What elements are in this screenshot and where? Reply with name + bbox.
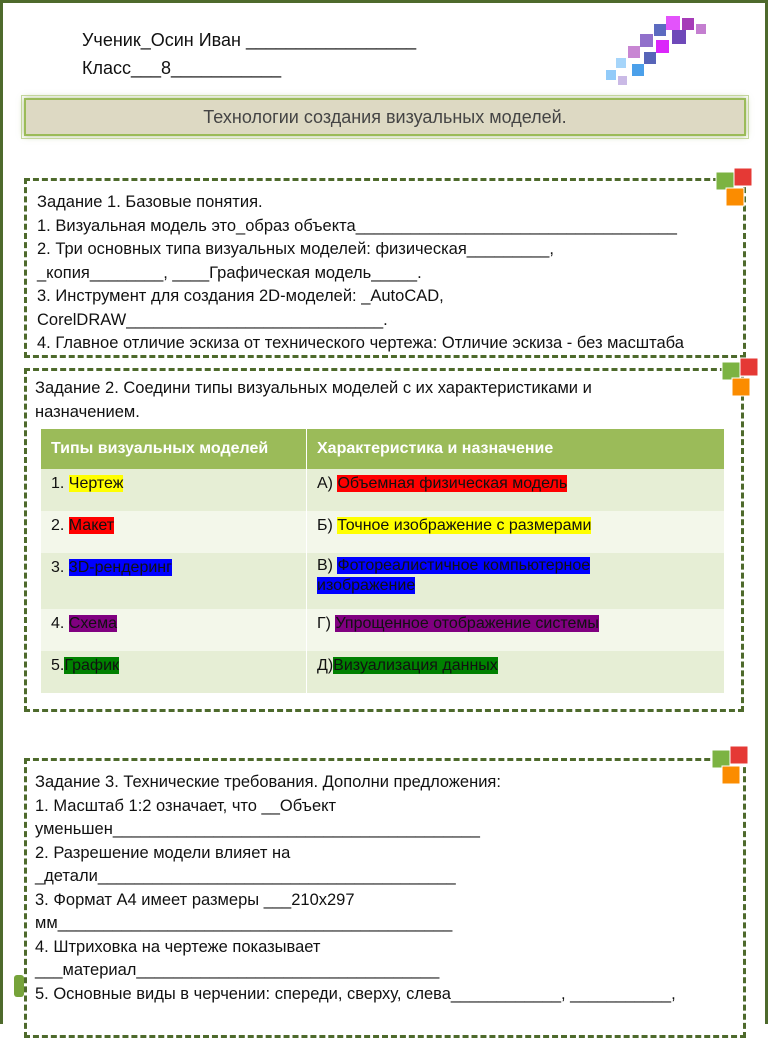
task3-line: Задание 3. Технические требования. Дополни предложения: bbox=[35, 773, 501, 791]
model-description: Фотореалистичное компьютерное bbox=[337, 557, 591, 574]
model-type: Чертеж bbox=[68, 475, 124, 492]
table-row: 5.График Д)Визуализация данных bbox=[41, 651, 725, 693]
model-type: 3D-рендеринг bbox=[68, 559, 172, 576]
task2-heading-cont: назначением. bbox=[35, 403, 140, 421]
task3-line: 5. Основные виды в черчении: спереди, сверху, слева____________, ___________, bbox=[35, 984, 676, 1003]
table-row: 4. Схема Г) Упрощенное отображение системы bbox=[41, 609, 725, 651]
task2-box bbox=[24, 368, 744, 712]
task3-line: 2. Разрешение модели влияет на bbox=[35, 843, 291, 862]
model-description: Упрощенное отображение системы bbox=[335, 615, 599, 632]
task1-box bbox=[24, 178, 746, 358]
table-row: 3. 3D-рендеринг В) Фотореалистичное компьютерное изображение bbox=[41, 553, 725, 609]
task1-line: CorelDRAW____________________________. bbox=[37, 310, 388, 329]
task3-line: мм___________________________________________ bbox=[35, 914, 453, 932]
task3-box bbox=[24, 758, 746, 1038]
class-line: Класс___8___________ bbox=[82, 58, 282, 78]
task3-line: 3. Формат А4 имеет размеры ___210x297 bbox=[35, 890, 355, 909]
task3-line: _детали_______________________________________ bbox=[35, 867, 456, 885]
task1-line: Задание 1. Базовые понятия. bbox=[37, 193, 263, 211]
model-description: Визуализация данных bbox=[333, 657, 498, 674]
task1-line: _копия________, ____Графическая модель_____. bbox=[37, 263, 422, 282]
side-tab-marker bbox=[14, 975, 24, 997]
task2-heading: Задание 2. Соедини типы визуальных моделей с их характеристиками и bbox=[35, 379, 592, 397]
task1-line: 4. Главное отличие эскиза от технического чертежа: Отличие эскиза - без масштаба bbox=[37, 334, 684, 352]
task3-line: 4. Штриховка на чертеже показывает bbox=[35, 937, 321, 956]
task1-line: 2. Три основных типа визуальных моделей: физическая_________, bbox=[37, 240, 554, 258]
model-description: Объемная физическая модель bbox=[337, 475, 568, 492]
task3-line: ___материал_________________________________ bbox=[35, 961, 440, 979]
cubes-icon bbox=[718, 356, 768, 404]
model-description-cont: изображение bbox=[317, 577, 416, 594]
model-type: Схема bbox=[68, 615, 117, 632]
table-row: 1. Чертеж А) Объемная физическая модель bbox=[41, 469, 725, 511]
cubes-icon bbox=[708, 744, 760, 792]
cubes-icon bbox=[712, 166, 764, 214]
task3-line: 1. Масштаб 1:2 означает, что __Объект bbox=[35, 796, 337, 815]
model-description: Точное изображение с размерами bbox=[337, 517, 592, 534]
page-title: Технологии создания визуальных моделей. bbox=[24, 98, 746, 136]
task1-line: 1. Визуальная модель это_образ объекта___________________________________ bbox=[37, 216, 677, 235]
model-type: Макет bbox=[68, 517, 115, 534]
table-row: 2. Макет Б) Точное изображение с размерами bbox=[41, 511, 725, 553]
cubes-decoration-icon bbox=[598, 14, 718, 94]
model-type: График bbox=[64, 657, 120, 674]
task1-line: 3. Инструмент для создания 2D-моделей: _AutoCAD, bbox=[37, 287, 444, 305]
task3-line: уменьшен________________________________________ bbox=[35, 820, 480, 838]
table-header-characteristics: Характеристика и назначение bbox=[307, 429, 725, 469]
models-table bbox=[41, 429, 725, 693]
table-header-types: Типы визуальных моделей bbox=[41, 429, 307, 469]
student-name-line: Ученик_Осин Иван _________________ bbox=[82, 30, 417, 50]
